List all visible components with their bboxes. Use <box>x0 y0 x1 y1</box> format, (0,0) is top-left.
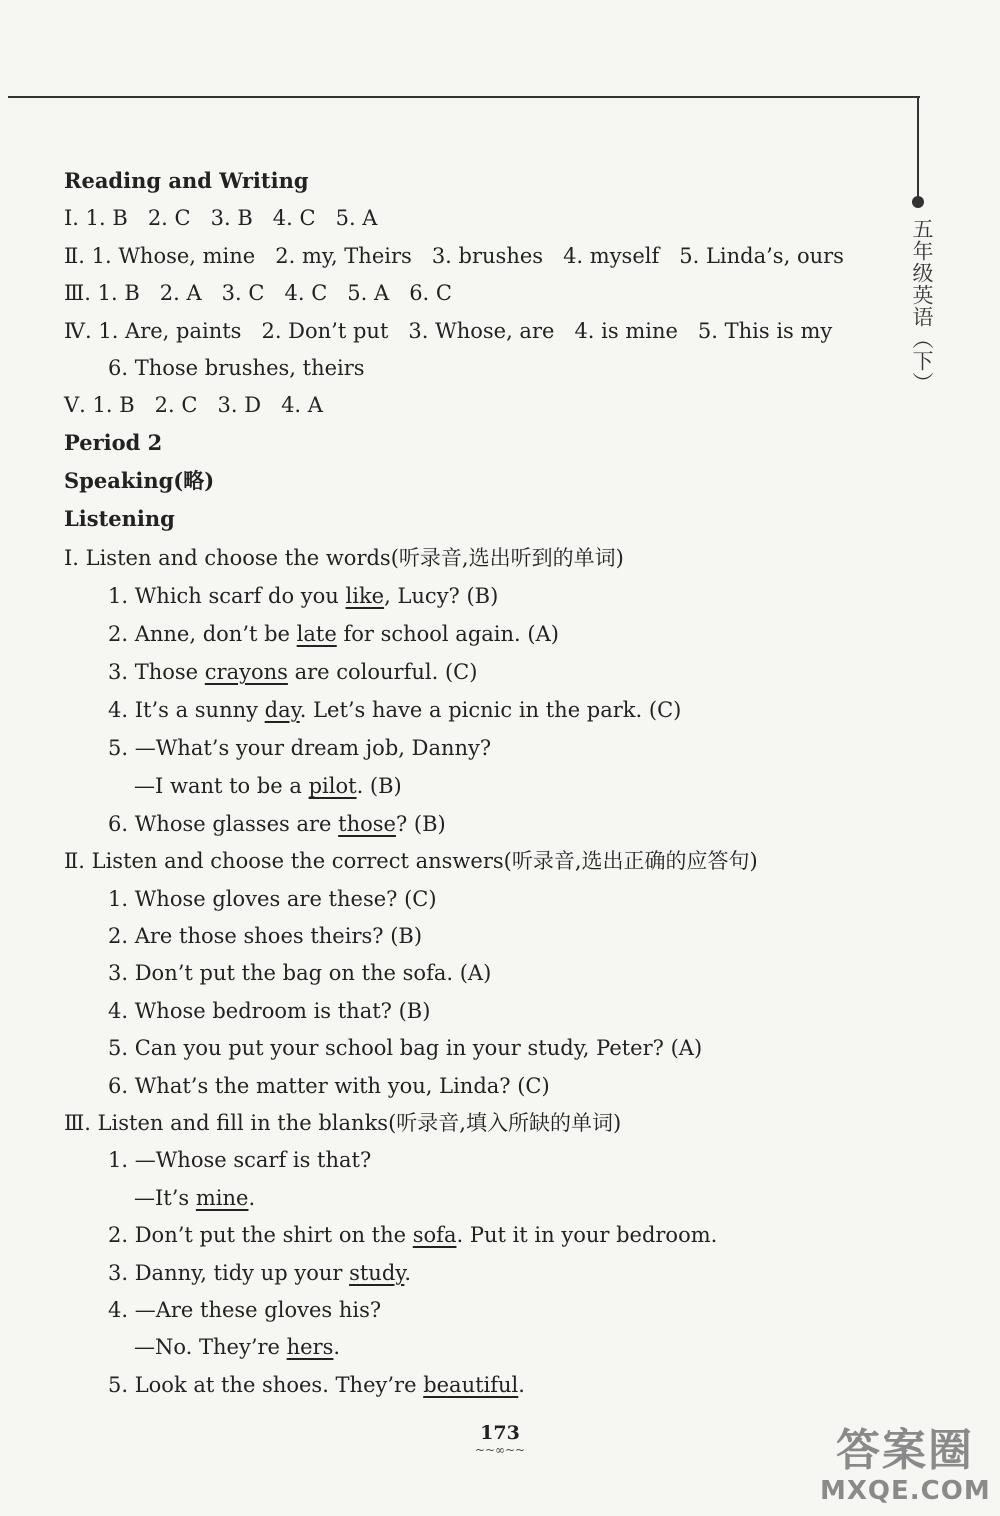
section-heading-reading-writing: Reading and Writing <box>64 168 309 193</box>
page-ornament: ~~∞~~ <box>474 1443 526 1457</box>
answer-line: 1. Whose gloves are these? (C) <box>108 887 437 911</box>
answer-line: 6. Those brushes, theirs <box>108 356 365 380</box>
frame-bullet <box>912 196 924 208</box>
answer-line: 3. Don’t put the bag on the sofa. (A) <box>108 961 492 985</box>
watermark-text-en: MXQE.COM <box>820 1476 991 1506</box>
answer-line: Ⅴ. 1. B 2. C 3. D 4. A <box>64 393 323 417</box>
section-heading-period: Period 2 <box>64 430 163 455</box>
answer-word: crayons <box>204 660 288 684</box>
answer-line: 6. Whose glasses are those? (B) <box>108 812 446 836</box>
answer-word: late <box>296 622 337 646</box>
answer-word: hers <box>286 1335 334 1359</box>
answer-word: mine <box>195 1186 249 1210</box>
answer-line: 5. Can you put your school bag in your study, Peter? (A) <box>108 1036 703 1060</box>
answer-line: Ⅱ. 1. Whose, mine 2. my, Theirs 3. brushes 4. myself 5. Linda’s, ours <box>64 244 844 268</box>
page-number: 173 <box>480 1422 520 1444</box>
answer-line: 4. —Are these gloves his? <box>108 1298 382 1322</box>
answer-line: 5. Look at the shoes. They’re beautiful. <box>108 1373 525 1397</box>
answer-line: Ⅲ. 1. B 2. A 3. C 4. C 5. A 6. C <box>64 281 452 305</box>
answer-line: 5. —What’s your dream job, Danny? <box>108 736 492 760</box>
answer-word: beautiful <box>423 1373 519 1397</box>
answer-line: 2. Are those shoes theirs? (B) <box>108 924 423 948</box>
answer-line: —No. They’re hers. <box>134 1335 341 1359</box>
answer-line: 2. Don’t put the shirt on the sofa. Put it in your bedroom. <box>108 1223 718 1247</box>
page-frame-right-rule <box>917 96 919 200</box>
answer-word: day <box>264 698 300 722</box>
watermark-text-cn: 答案圈 <box>836 1425 974 1476</box>
answer-line: Ⅰ. 1. B 2. C 3. B 4. C 5. A <box>64 206 378 230</box>
answer-line: 4. It’s a sunny day. Let’s have a picnic in the park. (C) <box>108 698 682 722</box>
answer-word: like <box>345 584 385 608</box>
watermark-logo <box>820 1426 990 1508</box>
answer-line: —I want to be a pilot. (B) <box>134 774 402 798</box>
answer-line: Ⅳ. 1. Are, paints 2. Don’t put 3. Whose, are 4. is mine 5. This is my <box>64 319 833 343</box>
side-label: 五年级英语（下） <box>910 218 934 394</box>
page-frame-top-rule <box>8 96 920 98</box>
exercise-title: Ⅰ. Listen and choose the words(听录音,选出听到的单词) <box>64 546 624 570</box>
answer-word: study <box>349 1261 405 1285</box>
answer-word: those <box>338 812 396 836</box>
answer-line: 4. Whose bedroom is that? (B) <box>108 999 431 1023</box>
answer-word: sofa <box>412 1223 457 1247</box>
answer-line: 1. Which scarf do you like, Lucy? (B) <box>108 584 499 608</box>
answer-line: 1. —Whose scarf is that? <box>108 1148 372 1172</box>
answer-word: pilot <box>308 774 357 798</box>
answer-line: 3. Danny, tidy up your study. <box>108 1261 412 1285</box>
section-heading-speaking: Speaking(略) <box>64 468 215 493</box>
exercise-title: Ⅱ. Listen and choose the correct answers(听录音,选出正确的应答句) <box>64 849 758 873</box>
answer-line: 2. Anne, don’t be late for school again. (A) <box>108 622 559 646</box>
answer-line: 6. What’s the matter with you, Linda? (C) <box>108 1074 550 1098</box>
section-heading-listening: Listening <box>64 506 175 531</box>
answer-line: —It’s mine. <box>134 1186 256 1210</box>
exercise-title: Ⅲ. Listen and fill in the blanks(听录音,填入所缺的单词) <box>64 1111 622 1135</box>
answer-line: 3. Those crayons are colourful. (C) <box>108 660 478 684</box>
